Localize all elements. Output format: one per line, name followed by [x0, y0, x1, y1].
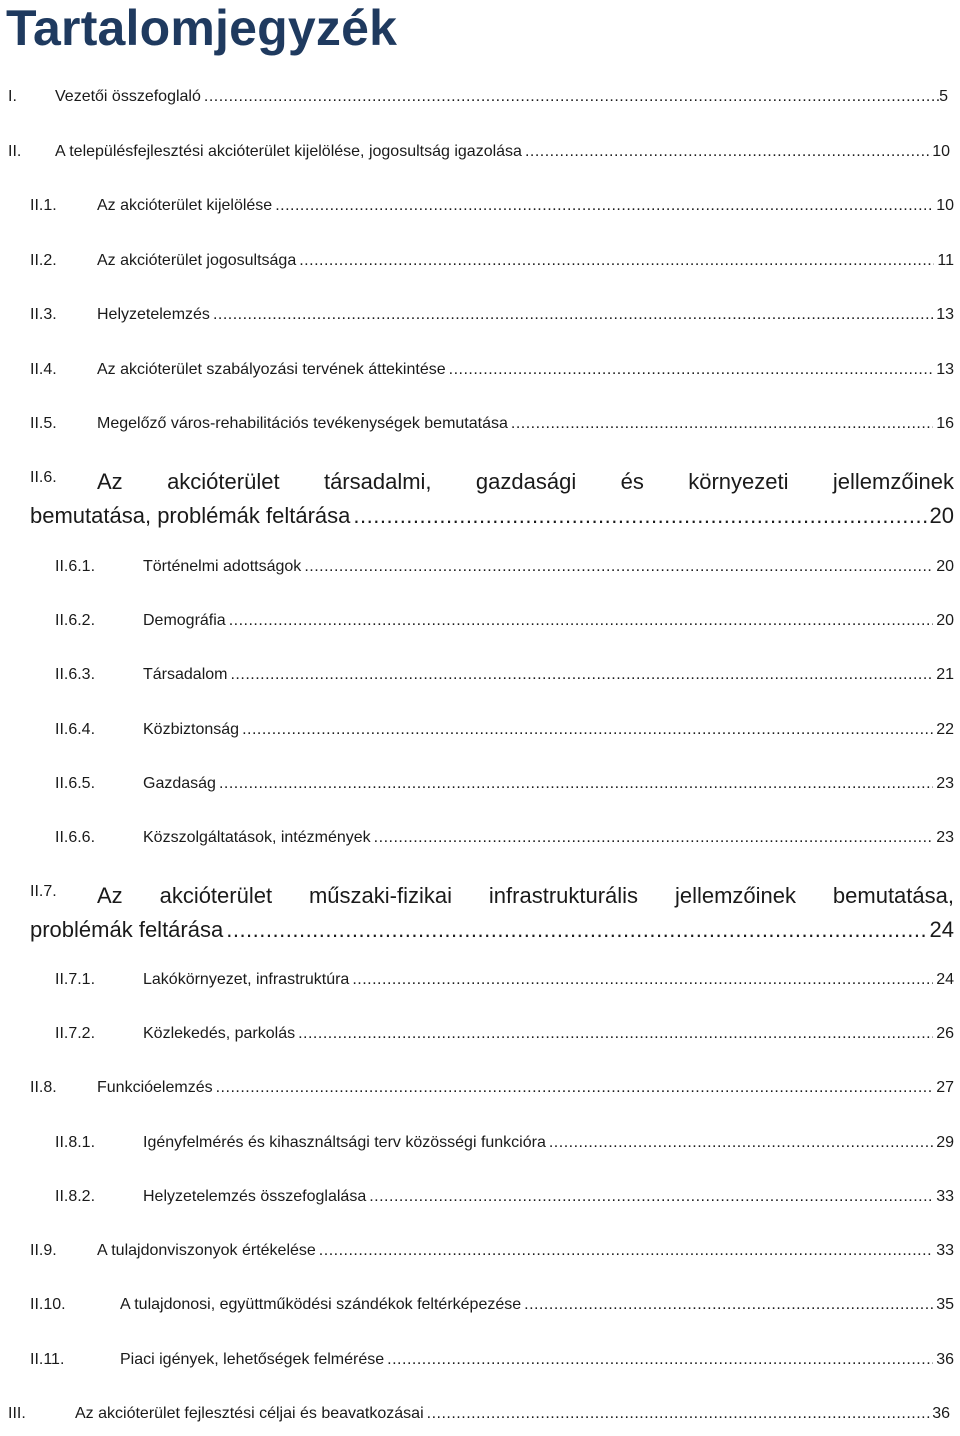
toc-number: II.10.: [30, 1296, 66, 1313]
toc-title: Funkcióelemzés: [97, 1079, 213, 1096]
page-title: Tartalomjegyzék: [6, 0, 398, 56]
toc-title: Demográfia: [143, 612, 226, 629]
toc-leader: [353, 503, 926, 529]
toc-number: II.7.1.: [55, 971, 96, 988]
toc-title: Helyzetelemzés összefoglalása: [143, 1188, 367, 1205]
toc-number: II.6.4.: [55, 721, 96, 738]
toc-page: 21: [936, 666, 954, 683]
toc-title: Közlekedés, parkolás: [143, 1025, 296, 1042]
toc-leader: [449, 361, 934, 379]
toc-entry[interactable]: [8, 88, 948, 118]
toc-number: II.7.: [30, 883, 57, 900]
toc-number: II.8.1.: [55, 1134, 96, 1151]
toc-title: Történelmi adottságok: [143, 558, 302, 575]
toc-page: 24: [929, 917, 954, 942]
toc-leader: [299, 252, 934, 270]
toc-page: 36: [932, 1405, 950, 1422]
toc-entry[interactable]: [55, 829, 954, 859]
toc-number: II.3.: [30, 306, 57, 323]
toc-entry[interactable]: [55, 1188, 954, 1218]
toc-entry[interactable]: [30, 306, 954, 336]
toc-entry[interactable]: [55, 666, 954, 696]
toc-title: Az akcióterület szabályozási tervének áttekintése: [97, 361, 446, 378]
toc-page: 13: [936, 361, 954, 378]
toc-page: 35: [936, 1296, 954, 1313]
toc-number: II.: [8, 143, 22, 160]
toc-leader: [387, 1351, 933, 1369]
toc-entry[interactable]: [30, 415, 954, 445]
toc-page: 20: [929, 503, 954, 528]
toc-leader: [226, 917, 926, 943]
toc-title: A tulajdonviszonyok értékelése: [97, 1242, 316, 1259]
toc-number: II.9.: [30, 1242, 57, 1259]
toc-title: Piaci igények, lehetőségek felmérése: [120, 1351, 385, 1368]
toc-number: II.7.2.: [55, 1025, 96, 1042]
toc-number: II.8.: [30, 1079, 57, 1096]
toc-title: Igényfelmérés és kihasználtsági terv közösségi funkcióra: [143, 1134, 546, 1151]
toc-page: 11: [937, 252, 954, 269]
toc-leader: [229, 612, 934, 630]
toc-entry[interactable]: [55, 971, 954, 1001]
toc-title-line-2: problémák feltárása: [30, 917, 224, 942]
toc-page: 23: [936, 829, 954, 846]
toc-number: II.1.: [30, 197, 57, 214]
toc-number: II.2.: [30, 252, 57, 269]
toc-leader: [216, 1079, 934, 1097]
toc-title: Vezetői összefoglaló: [55, 88, 201, 105]
toc-entry[interactable]: [55, 1134, 954, 1164]
toc-leader: [204, 88, 939, 106]
toc-number: II.6.5.: [55, 775, 96, 792]
toc-title-line-1: Az akcióterület társadalmi, gazdasági és környezeti jellemzőinek: [97, 469, 954, 494]
toc-leader: [275, 197, 933, 215]
toc-title: Lakókörnyezet, infrastruktúra: [143, 971, 350, 988]
toc-title: Az akcióterület fejlesztési céljai és beavatkozásai: [75, 1405, 424, 1422]
toc-leader: [304, 558, 933, 576]
toc-number: III.: [8, 1405, 26, 1422]
toc-title: Társadalom: [143, 666, 228, 683]
toc-page: 5: [939, 88, 948, 105]
toc-title: Gazdaság: [143, 775, 216, 792]
toc-page: 16: [936, 415, 954, 432]
toc-title: Közbiztonság: [143, 721, 240, 738]
toc-title: Közszolgáltatások, intézmények: [143, 829, 371, 846]
toc-page: 10: [932, 143, 950, 160]
toc-title: Megelőző város-rehabilitációs tevékenységek bemutatása: [97, 415, 508, 432]
toc-page: 22: [936, 721, 954, 738]
toc-page: 20: [936, 612, 954, 629]
toc-number: II.6.2.: [55, 612, 96, 629]
toc-number: II.6.1.: [55, 558, 96, 575]
toc-entry[interactable]: [55, 721, 954, 751]
toc-title: Az akcióterület kijelölése: [97, 197, 273, 214]
toc-page: 13: [936, 306, 954, 323]
toc-page: 29: [936, 1134, 954, 1151]
toc-entry[interactable]: [55, 775, 954, 805]
toc-title: A településfejlesztési akcióterület kijelölése, jogosultság igazolása: [55, 143, 522, 160]
toc-entry[interactable]: [8, 1405, 950, 1435]
toc-page: 10: [936, 197, 954, 214]
toc-entry[interactable]: [8, 143, 950, 173]
toc-entry[interactable]: [55, 1025, 954, 1055]
toc-page: 33: [936, 1242, 954, 1259]
toc-number: II.8.2.: [55, 1188, 96, 1205]
toc-title-line-2: bemutatása, problémák feltárása: [30, 503, 351, 528]
toc-leader: [213, 306, 933, 324]
toc-entry[interactable]: [55, 558, 954, 588]
toc-leader: [298, 1025, 933, 1043]
toc-number: II.6.: [30, 469, 57, 486]
toc-entry[interactable]: [30, 252, 954, 282]
toc-title: Helyzetelemzés: [97, 306, 210, 323]
toc-entry[interactable]: [30, 1351, 954, 1381]
toc-number: II.4.: [30, 361, 57, 378]
toc-entry[interactable]: [30, 1242, 954, 1272]
toc-entry[interactable]: [30, 361, 954, 391]
toc-page: 27: [936, 1079, 954, 1096]
toc-leader: [511, 415, 933, 433]
toc-number: II.6.6.: [55, 829, 96, 846]
toc-entry[interactable]: [30, 197, 954, 227]
toc-page: 26: [936, 1025, 954, 1042]
toc-number: II.6.3.: [55, 666, 96, 683]
toc-page: 23: [936, 775, 954, 792]
toc-page: 33: [936, 1188, 954, 1205]
toc-leader: [242, 721, 933, 739]
toc-number: I.: [8, 88, 17, 105]
toc-leader: [427, 1405, 933, 1423]
toc-entry[interactable]: [30, 1296, 954, 1326]
toc-leader: [549, 1134, 933, 1152]
toc-title: Az akcióterület jogosultsága: [97, 252, 297, 269]
toc-number: II.5.: [30, 415, 57, 432]
toc-leader: [525, 143, 932, 161]
toc-leader: [352, 971, 933, 989]
toc-leader: [230, 666, 933, 684]
toc-page: 20: [936, 558, 954, 575]
toc-page: 24: [936, 971, 954, 988]
toc-leader: [374, 829, 934, 847]
toc-leader: [369, 1188, 933, 1206]
toc-title: A tulajdonosi, együttműködési szándékok feltérképezése: [120, 1296, 522, 1313]
toc-entry[interactable]: [55, 612, 954, 642]
toc-leader: [524, 1296, 933, 1314]
toc-leader: [219, 775, 933, 793]
toc-leader: [319, 1242, 933, 1260]
toc-page: 36: [936, 1351, 954, 1368]
toc-title-line-1: Az akcióterület műszaki-fizikai infrastrukturális jellemzőinek bemutatása,: [97, 883, 954, 908]
toc-entry[interactable]: [30, 1079, 954, 1109]
toc-number: II.11.: [30, 1351, 65, 1368]
